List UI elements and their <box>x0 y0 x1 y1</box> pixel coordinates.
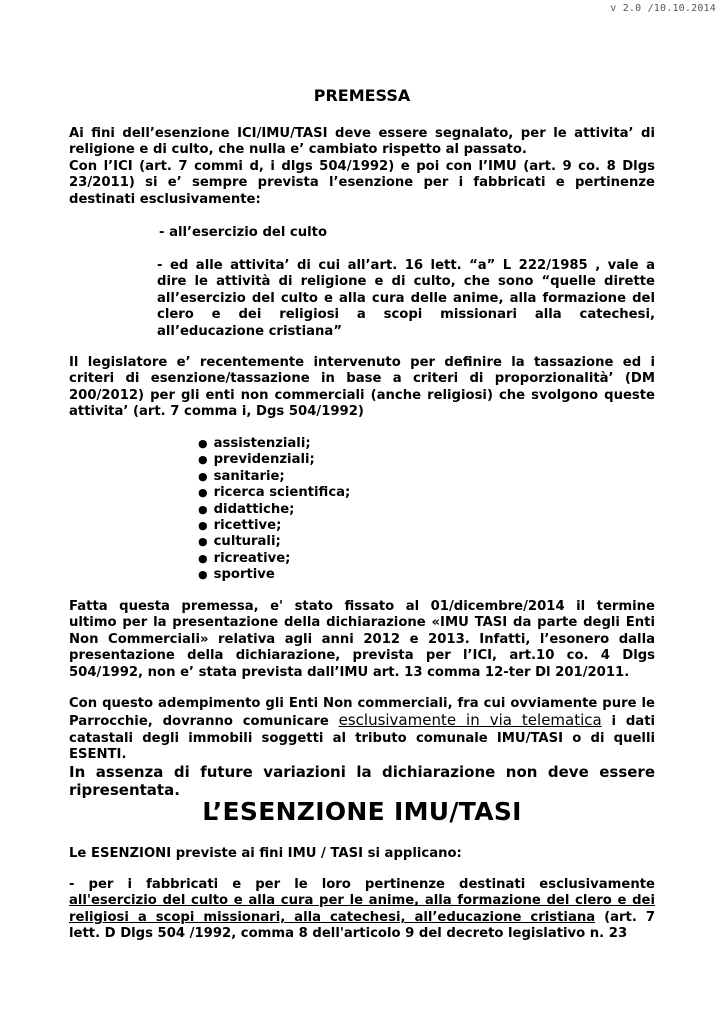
emphasis-underlined: esclusivamente in via telematica <box>338 711 602 730</box>
list-item: ● assistenziali; <box>198 436 350 452</box>
text-line: 200/2012) per gli enti non commerciali (anche religiosi) che svolgono queste <box>69 387 655 403</box>
text-line: ESENTI. <box>69 747 127 763</box>
list-item: ● ricerca scientifica; <box>198 485 350 501</box>
legislatore-paragraph <box>69 355 655 421</box>
text-line: Le ESENZIONI previste ai fini IMU / TASI si applicano: <box>69 846 462 861</box>
text-line: destinati esclusivamente: <box>69 191 261 207</box>
adempimento-paragraph <box>69 696 655 764</box>
fabbricati-paragraph <box>69 877 655 943</box>
text-line: clero e dei religiosi a scopi missionari alla catechesi, <box>157 307 655 323</box>
list-item: ● didattiche; <box>198 502 350 518</box>
item-culto <box>157 225 655 241</box>
text-line-underlined: all'esercizio del culto e alla cura per le anime, alla formazione del clero e dei <box>69 893 655 909</box>
list-item: ● sanitarie; <box>198 469 350 485</box>
text-line: criteri di esenzione/tassazione in base a criteri di proporzionalità’ (DM <box>69 371 655 387</box>
list-item: ● culturali; <box>198 534 350 550</box>
section-title-premessa: PREMESSA <box>313 86 411 105</box>
text-line: 23/2011) si e’ sempre prevista l’esenzione per i fabbricati e pertinenze <box>69 175 655 191</box>
text-line: all’esercizio del culto e alla cura delle anime, alla formazione del <box>157 290 655 306</box>
text-line: In assenza di future variazioni la dichiarazione non deve essere <box>69 763 655 781</box>
text-line: attivita’ (art. 7 comma i, Dgs 504/1992) <box>69 404 364 420</box>
text-fragment: i dati <box>611 714 656 730</box>
text-line: 504/1992, non e’ stata prevista dall’IMU art. 13 comma 12-ter Dl 201/2011. <box>69 664 630 680</box>
intro-paragraph <box>69 126 655 208</box>
assenza-paragraph <box>69 763 655 799</box>
text-line-with-emphasis <box>69 712 655 730</box>
text-line: Il legislatore e’ recentemente intervenuto per definire la tassazione ed i <box>69 355 655 370</box>
text-line: dire le attività di religione e di culto, che sono “quelle dirette <box>157 274 655 290</box>
fatta-paragraph <box>69 599 655 681</box>
text-line: Fatta questa premessa, e' stato fissato al 01/dicembre/2014 il termine <box>69 599 655 614</box>
text-line: Con questo adempimento gli Enti Non commerciali, fra cui ovviamente pure le <box>69 696 655 711</box>
list-item: ● sportive <box>198 567 350 583</box>
text-fragment: (art. 7 <box>604 909 655 925</box>
version-label: v 2.0 /10.10.2014 <box>610 3 716 14</box>
text-line: ripresentata. <box>69 781 180 799</box>
list-item: ● ricettive; <box>198 518 350 534</box>
esenzioni-intro <box>69 846 655 862</box>
text-line: - ed alle attivita’ di cui all’art. 16 lett. “a” L 222/1985 , vale a <box>157 258 655 273</box>
text-line: Ai fini dell’esenzione ICI/IMU/TASI deve essere segnalato, per le attivita’ di <box>69 126 655 141</box>
text-line: - per i fabbricati e per le loro pertinenze destinati esclusivamente <box>69 877 655 892</box>
text-line-with-emphasis <box>69 910 655 926</box>
emphasis-underlined: religiosi a scopi missionari, alla catechesi, all’educazione cristiana <box>69 909 596 925</box>
section-title-esenzione: L’ESENZIONE IMU/TASI <box>202 797 522 826</box>
item-attivita <box>157 258 655 340</box>
text-line: catastali degli immobili soggetti al tributo comunale IMU/TASI o di quelli <box>69 730 655 746</box>
text-line: lett. D Dlgs 504 /1992, comma 8 dell'articolo 9 del decreto legislativo n. 23 <box>69 926 628 942</box>
text-line: Con l’ICI (art. 7 commi d, i dlgs 504/1992) e poi con l’IMU (art. 9 co. 8 Dlgs <box>69 158 655 174</box>
text-line: all’educazione cristiana” <box>157 323 342 339</box>
text-fragment: Parrocchie, dovranno comunicare <box>69 714 329 730</box>
text-line: ultimo per la presentazione della dichiarazione «IMU TASI da parte degli Enti <box>69 615 655 631</box>
bullet-list <box>198 436 350 584</box>
text-line: Non Commerciali» relativa agli anni 2012 e 2013. Infatti, l’esonero dalla <box>69 631 655 647</box>
list-item: ● previdenziali; <box>198 452 350 468</box>
text-line: - all’esercizio del culto <box>159 225 328 240</box>
list-item: ● ricreative; <box>198 551 350 567</box>
text-line: religione e di culto, che nulla e’ cambiato rispetto al passato. <box>69 142 527 158</box>
text-line: presentazione della dichiarazione, prevista per l’ICI, art.10 co. 4 Dlgs <box>69 648 655 664</box>
